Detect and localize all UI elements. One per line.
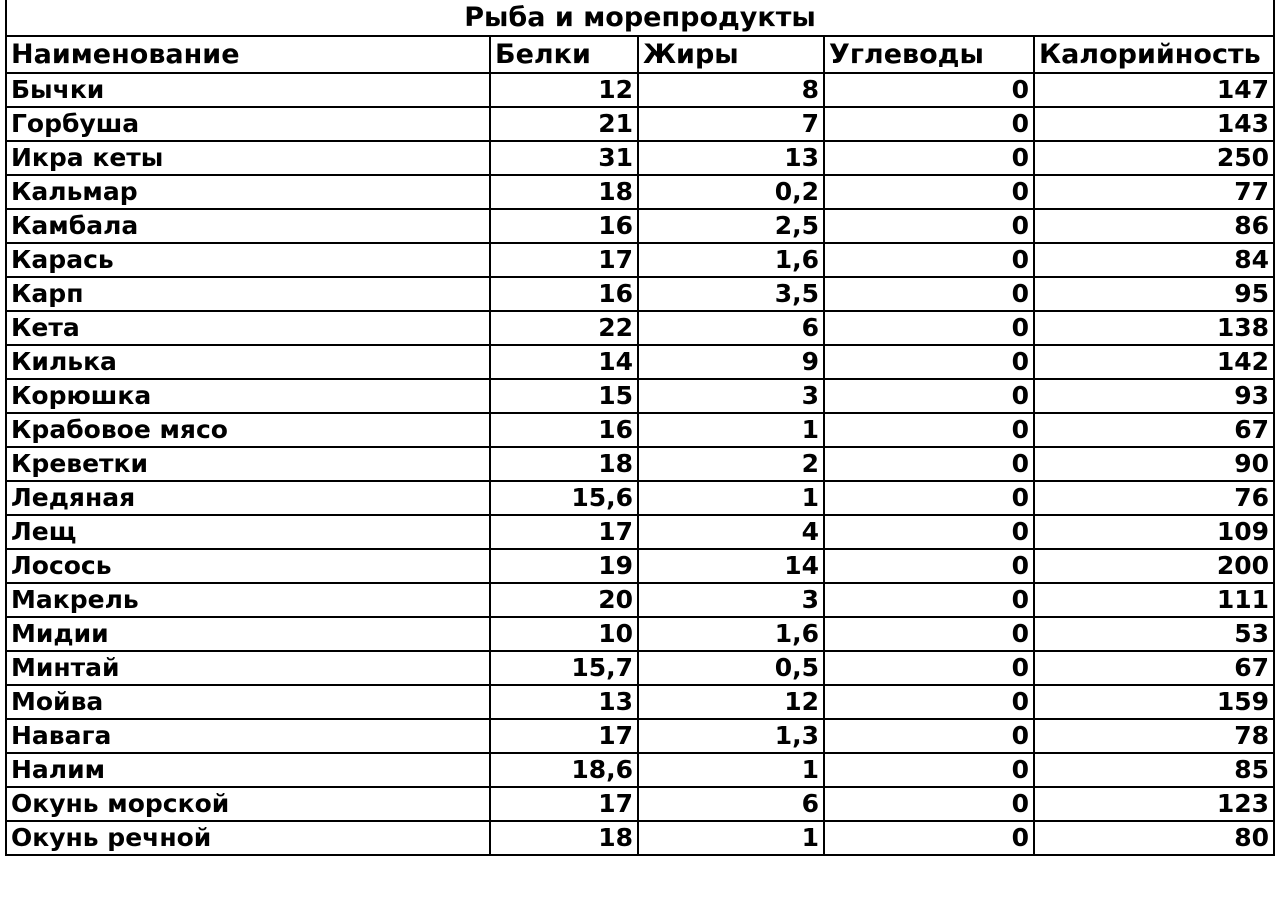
table-row: [6, 243, 1274, 277]
cell-name: Крабовое мясо: [6, 413, 490, 447]
cell-protein: 18: [490, 821, 638, 855]
cell-fat: 1,6: [638, 243, 824, 277]
cell-name: Кальмар: [6, 175, 490, 209]
cell-name: Икра кеты: [6, 141, 490, 175]
cell-carbs: 0: [824, 719, 1034, 753]
table-row: [6, 447, 1274, 481]
cell-fat: 2,5: [638, 209, 824, 243]
header-protein: Белки: [490, 36, 638, 73]
cell-name: Кета: [6, 311, 490, 345]
cell-protein: 31: [490, 141, 638, 175]
cell-carbs: 0: [824, 311, 1034, 345]
nutrition-sheet: [5, 0, 1273, 856]
cell-calories: 90: [1034, 447, 1274, 481]
cell-protein: 12: [490, 73, 638, 107]
header-name: Наименование: [6, 36, 490, 73]
table-row: [6, 413, 1274, 447]
cell-fat: 6: [638, 787, 824, 821]
header-calories: Калорийность: [1034, 36, 1274, 73]
cell-protein: 15: [490, 379, 638, 413]
cell-carbs: 0: [824, 515, 1034, 549]
table-row: [6, 753, 1274, 787]
cell-calories: 95: [1034, 277, 1274, 311]
table-row: [6, 107, 1274, 141]
cell-carbs: 0: [824, 209, 1034, 243]
table-row: [6, 175, 1274, 209]
cell-calories: 200: [1034, 549, 1274, 583]
cell-calories: 67: [1034, 413, 1274, 447]
cell-carbs: 0: [824, 141, 1034, 175]
cell-name: Карась: [6, 243, 490, 277]
cell-calories: 93: [1034, 379, 1274, 413]
cell-carbs: 0: [824, 379, 1034, 413]
cell-name: Навага: [6, 719, 490, 753]
cell-protein: 15,7: [490, 651, 638, 685]
cell-carbs: 0: [824, 481, 1034, 515]
table-row: [6, 345, 1274, 379]
table-row: [6, 209, 1274, 243]
cell-fat: 7: [638, 107, 824, 141]
cell-protein: 16: [490, 413, 638, 447]
cell-calories: 76: [1034, 481, 1274, 515]
cell-calories: 142: [1034, 345, 1274, 379]
table-row: [6, 549, 1274, 583]
cell-name: Корюшка: [6, 379, 490, 413]
cell-carbs: 0: [824, 73, 1034, 107]
cell-fat: 4: [638, 515, 824, 549]
cell-name: Килька: [6, 345, 490, 379]
cell-name: Окунь морской: [6, 787, 490, 821]
cell-name: Лещ: [6, 515, 490, 549]
cell-fat: 12: [638, 685, 824, 719]
cell-calories: 80: [1034, 821, 1274, 855]
cell-carbs: 0: [824, 413, 1034, 447]
table-row: [6, 821, 1274, 855]
table-row: [6, 481, 1274, 515]
table-row: [6, 651, 1274, 685]
cell-calories: 109: [1034, 515, 1274, 549]
cell-calories: 84: [1034, 243, 1274, 277]
cell-carbs: 0: [824, 175, 1034, 209]
cell-protein: 10: [490, 617, 638, 651]
table-row: [6, 719, 1274, 753]
cell-calories: 143: [1034, 107, 1274, 141]
cell-protein: 17: [490, 243, 638, 277]
cell-carbs: 0: [824, 821, 1034, 855]
cell-calories: 85: [1034, 753, 1274, 787]
cell-name: Креветки: [6, 447, 490, 481]
cell-calories: 111: [1034, 583, 1274, 617]
cell-fat: 3: [638, 379, 824, 413]
cell-name: Мойва: [6, 685, 490, 719]
table-title: Рыба и морепродукты: [6, 0, 1274, 36]
nutrition-table: [5, 0, 1275, 856]
cell-protein: 14: [490, 345, 638, 379]
cell-name: Мидии: [6, 617, 490, 651]
cell-calories: 86: [1034, 209, 1274, 243]
cell-fat: 13: [638, 141, 824, 175]
cell-protein: 18: [490, 175, 638, 209]
cell-calories: 67: [1034, 651, 1274, 685]
cell-carbs: 0: [824, 787, 1034, 821]
cell-name: Ледяная: [6, 481, 490, 515]
cell-name: Лосось: [6, 549, 490, 583]
cell-fat: 8: [638, 73, 824, 107]
table-row: [6, 277, 1274, 311]
cell-carbs: 0: [824, 685, 1034, 719]
cell-name: Минтай: [6, 651, 490, 685]
cell-fat: 0,2: [638, 175, 824, 209]
cell-name: Бычки: [6, 73, 490, 107]
cell-protein: 18: [490, 447, 638, 481]
cell-carbs: 0: [824, 583, 1034, 617]
cell-fat: 6: [638, 311, 824, 345]
table-row: [6, 583, 1274, 617]
cell-fat: 1: [638, 413, 824, 447]
cell-calories: 78: [1034, 719, 1274, 753]
cell-name: Налим: [6, 753, 490, 787]
cell-name: Карп: [6, 277, 490, 311]
cell-protein: 22: [490, 311, 638, 345]
cell-protein: 16: [490, 277, 638, 311]
cell-carbs: 0: [824, 651, 1034, 685]
cell-protein: 19: [490, 549, 638, 583]
cell-fat: 0,5: [638, 651, 824, 685]
cell-protein: 20: [490, 583, 638, 617]
header-row: [6, 36, 1274, 73]
cell-carbs: 0: [824, 447, 1034, 481]
cell-calories: 159: [1034, 685, 1274, 719]
cell-calories: 250: [1034, 141, 1274, 175]
cell-carbs: 0: [824, 243, 1034, 277]
table-row: [6, 379, 1274, 413]
cell-fat: 1: [638, 481, 824, 515]
cell-protein: 17: [490, 719, 638, 753]
cell-fat: 1: [638, 821, 824, 855]
title-row: [6, 0, 1274, 36]
cell-fat: 2: [638, 447, 824, 481]
cell-calories: 123: [1034, 787, 1274, 821]
header-fat: Жиры: [638, 36, 824, 73]
cell-carbs: 0: [824, 753, 1034, 787]
table-row: [6, 141, 1274, 175]
table-row: [6, 515, 1274, 549]
cell-name: Горбуша: [6, 107, 490, 141]
cell-calories: 147: [1034, 73, 1274, 107]
cell-protein: 13: [490, 685, 638, 719]
table-row: [6, 617, 1274, 651]
cell-carbs: 0: [824, 277, 1034, 311]
cell-fat: 3: [638, 583, 824, 617]
table-row: [6, 73, 1274, 107]
cell-protein: 17: [490, 787, 638, 821]
cell-name: Камбала: [6, 209, 490, 243]
cell-carbs: 0: [824, 345, 1034, 379]
cell-fat: 9: [638, 345, 824, 379]
cell-fat: 14: [638, 549, 824, 583]
cell-fat: 1,6: [638, 617, 824, 651]
cell-name: Окунь речной: [6, 821, 490, 855]
cell-carbs: 0: [824, 549, 1034, 583]
table-row: [6, 685, 1274, 719]
cell-calories: 53: [1034, 617, 1274, 651]
header-carbs: Углеводы: [824, 36, 1034, 73]
cell-fat: 1: [638, 753, 824, 787]
cell-carbs: 0: [824, 617, 1034, 651]
cell-protein: 16: [490, 209, 638, 243]
cell-name: Макрель: [6, 583, 490, 617]
cell-fat: 3,5: [638, 277, 824, 311]
cell-fat: 1,3: [638, 719, 824, 753]
table-body: [6, 0, 1274, 855]
cell-protein: 21: [490, 107, 638, 141]
cell-protein: 15,6: [490, 481, 638, 515]
cell-protein: 17: [490, 515, 638, 549]
cell-carbs: 0: [824, 107, 1034, 141]
cell-calories: 138: [1034, 311, 1274, 345]
table-row: [6, 311, 1274, 345]
cell-calories: 77: [1034, 175, 1274, 209]
cell-protein: 18,6: [490, 753, 638, 787]
table-row: [6, 787, 1274, 821]
